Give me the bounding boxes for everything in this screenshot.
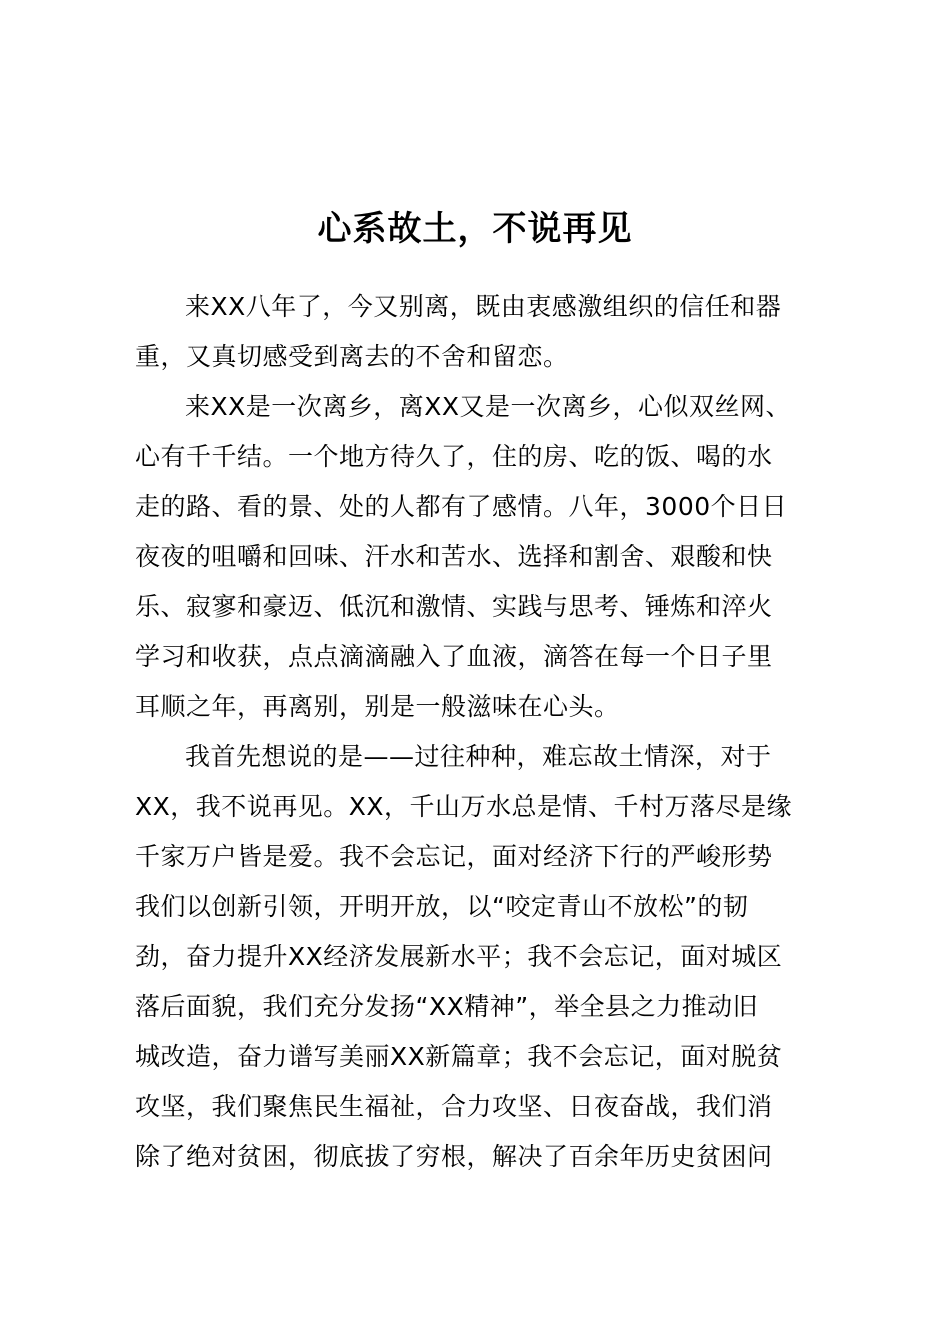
paragraph-3-line-9: 除了绝对贫困，彻底拔了穷根，解决了百余年历史贫困问 (135, 1142, 773, 1171)
paragraph-2-line-3: 走的路、看的景、处的人都有了感情。八年，3000个日日 (135, 492, 788, 521)
paragraph-3-line-5: 劲，奋力提升XX经济发展新水平；我不会忘记，面对城区 (135, 942, 783, 971)
paragraph-2-line-1: 来XX是一次离乡，离XX又是一次离乡，心似双丝网、 (185, 392, 792, 421)
paragraph-2-line-7: 耳顺之年，再离别，别是一般滋味在心头。 (135, 692, 620, 721)
paragraph-2-line-2: 心有千千结。一个地方待久了，住的房、吃的饭、喝的水 (135, 442, 773, 471)
paragraph-3-line-1: 我首先想说的是——过往种种，难忘故土情深，对于 (185, 742, 772, 771)
paragraph-1-line-1: 来XX八年了，今又别离，既由衷感激组织的信任和器 (185, 292, 782, 321)
paragraph-2-line-6: 学习和收获，点点滴滴融入了血液，滴答在每一个日子里 (135, 642, 773, 671)
paragraph-3-line-6: 落后面貌，我们充分发扬“XX精神”，举全县之力推动旧 (135, 992, 759, 1021)
paragraph-3-line-2: XX，我不说再见。XX，千山万水总是情、千村万落尽是缘 (135, 792, 793, 821)
paragraph-2-line-5: 乐、寂寥和豪迈、低沉和激情、实践与思考、锤炼和淬火 (135, 592, 773, 621)
paragraph-1-line-2: 重，又真切感受到离去的不舍和留恋。 (135, 342, 569, 371)
paragraph-2-line-4: 夜夜的咀嚼和回味、汗水和苦水、选择和割舍、艰酸和快 (135, 542, 773, 571)
paragraph-3-line-4: 我们以创新引领，开明开放，以“咬定青山不放松”的韧 (135, 892, 749, 921)
document-body (135, 282, 865, 1182)
document-title: 心系故土，不说再见 (317, 209, 633, 249)
paragraph-3-line-3: 千家万户皆是爱。我不会忘记，面对经济下行的严峻形势 (135, 842, 773, 871)
paragraph-3-line-7: 城改造，奋力谱写美丽XX新篇章；我不会忘记，面对脱贫 (135, 1042, 783, 1071)
paragraph-3-line-8: 攻坚，我们聚焦民生福祉，合力攻坚、日夜奋战，我们消 (135, 1092, 773, 1121)
